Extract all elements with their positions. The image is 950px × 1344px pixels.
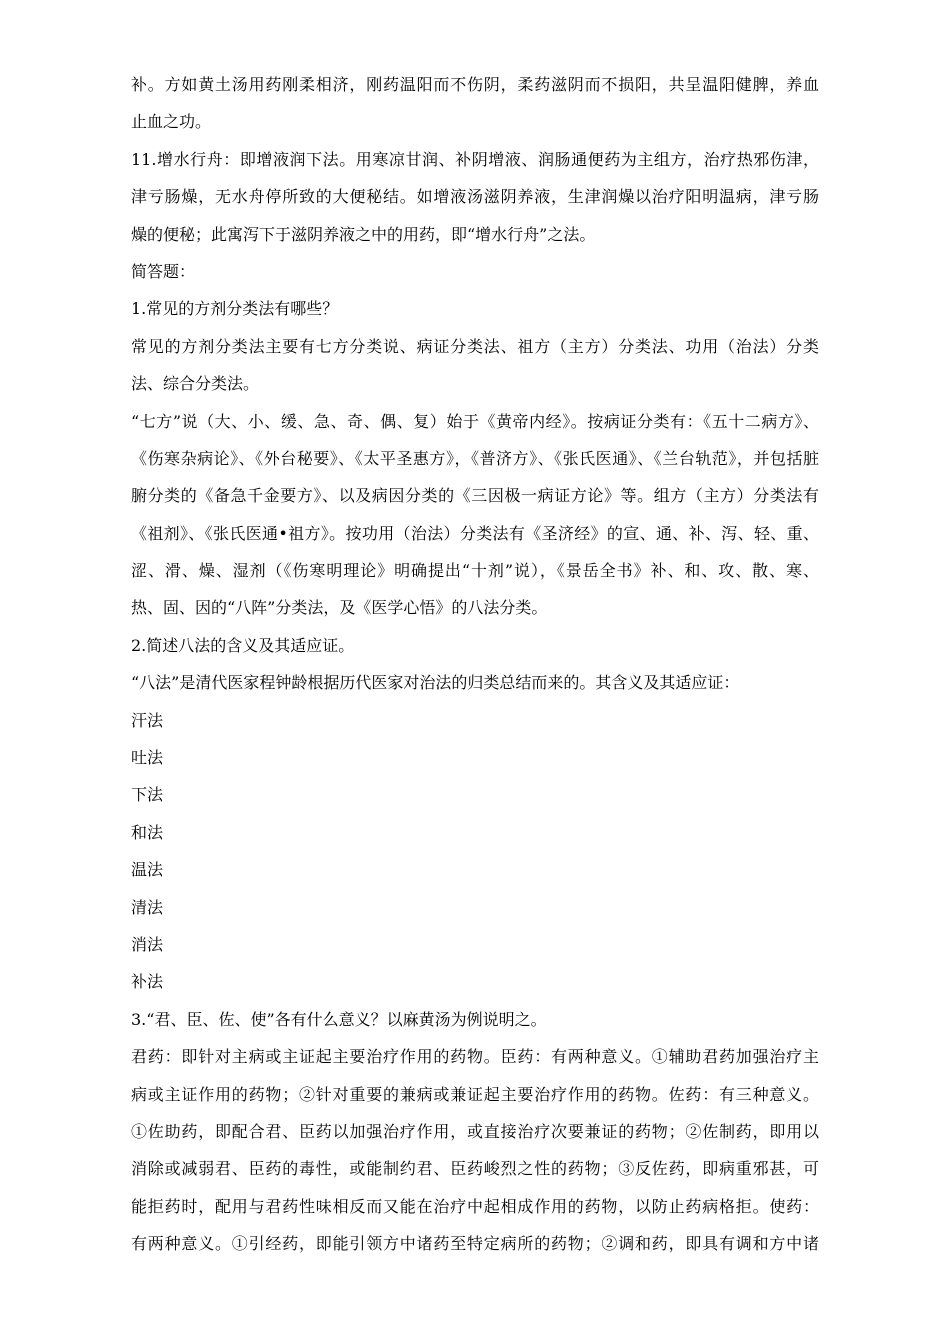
text-line: 消除或减弱君、臣药的毒性，或能制约君、臣药峻烈之性的药物；③反佐药，即病重邪甚，可 xyxy=(131,1159,819,1179)
question-3 xyxy=(131,1001,819,1038)
answer-1-detail xyxy=(131,403,819,627)
text-line: 能拒药时，配用与君药性味相反而又能在治疗中起相成作用的药物，以防止药病格拒。使药： xyxy=(131,1196,819,1216)
question-1 xyxy=(131,290,819,327)
text-line: 补。方如黄土汤用药刚柔相济，刚药温阳而不伤阴，柔药滋阴而不损阳，共呈温阳健脾，养血 xyxy=(131,75,819,94)
answer-3 xyxy=(131,1038,819,1262)
text-line: 2.简述八法的含义及其适应证。 xyxy=(131,635,355,655)
text-line: 常见的方剂分类法主要有七方分类说、病证分类法、祖方（主方）分类法、功用（治法）分类 xyxy=(131,336,819,356)
text-line: 简答题： xyxy=(131,261,196,281)
method-harmonizing xyxy=(131,814,819,851)
method-clearing xyxy=(131,889,819,926)
text-line: 3.“君、臣、佐、使”各有什么意义？以麻黄汤为例说明之。 xyxy=(131,1009,547,1029)
method-purging xyxy=(131,776,819,813)
text-line: 汗法 xyxy=(131,710,164,730)
text-line: 涩、滑、燥、湿剂（《伤寒明理论》明确提出“十剂”说），《景岳全书》补、和、攻、散、寒、 xyxy=(131,561,819,581)
section-heading-short-answer xyxy=(131,253,819,290)
paragraph-zeng-shui-xing-zhou xyxy=(131,141,819,253)
text-line: “七方”说（大、小、缓、急、奇、偶、复）始于《黄帝内经》。按病证分类有：《五十二病方》、 xyxy=(131,411,819,431)
text-line: 下法 xyxy=(131,785,164,805)
method-sweating xyxy=(131,702,819,739)
question-2 xyxy=(131,627,819,664)
text-line: 吐法 xyxy=(131,748,164,768)
text-line: 止血之功。 xyxy=(131,112,212,132)
method-dispersing xyxy=(131,926,819,963)
text-line: 病或主证作用的药物；②针对重要的兼病或兼证起主要治疗作用的药物。佐药：有三种意义。 xyxy=(131,1084,819,1104)
text-line: 和法 xyxy=(131,822,164,842)
text-line: “八法”是清代医家程钟龄根据历代医家对治法的归类总结而来的。其含义及其适应证： xyxy=(131,673,740,693)
text-line: 清法 xyxy=(131,897,164,917)
answer-1-summary xyxy=(131,328,819,403)
paragraph-huangtu-tang xyxy=(131,66,819,141)
text-line: 燥的便秘；此寓泻下于滋阴养液之中的用药，即“增水行舟”之法。 xyxy=(131,224,596,244)
text-line: 补法 xyxy=(131,972,164,992)
text-line: 法、综合分类法。 xyxy=(131,374,260,394)
answer-2-intro xyxy=(131,664,819,701)
document-page xyxy=(131,66,819,1263)
text-line: 《伤寒杂病论》、《外台秘要》、《太平圣惠方》，《普济方》、《张氏医通》、《兰台轨范》，并包括脏 xyxy=(131,448,819,468)
text-line: 1.常见的方剂分类法有哪些？ xyxy=(131,299,339,319)
text-line: 腑分类的《备急千金要方》、以及病因分类的《三因极一病证方论》等。组方（主方）分类法有 xyxy=(131,486,819,506)
text-line: 11.增水行舟：即增液润下法。用寒凉甘润、补阴增液、润肠通便药为主组方，治疗热邪伤津， xyxy=(131,149,819,169)
text-line: 津亏肠燥，无水舟停所致的大便秘结。如增液汤滋阴养液，生津润燥以治疗阳明温病，津亏肠 xyxy=(131,187,819,207)
text-line: 《祖剂》、《张氏医通•祖方》。按功用（治法）分类法有《圣济经》的宣、通、补、泻、轻、重、 xyxy=(131,523,819,543)
text-line: ①佐助药，即配合君、臣药以加强治疗作用，或直接治疗次要兼证的药物；②佐制药，即用以 xyxy=(131,1121,819,1141)
text-line: 有两种意义。①引经药，即能引领方中诸药至特定病所的药物；②调和药，即具有调和方中诸 xyxy=(131,1234,819,1254)
text-line: 温法 xyxy=(131,860,164,880)
text-line: 热、固、因的“八阵”分类法，及《医学心悟》的八法分类。 xyxy=(131,598,548,618)
method-tonifying xyxy=(131,963,819,1000)
method-warming xyxy=(131,851,819,888)
text-line: 消法 xyxy=(131,934,164,954)
method-vomiting xyxy=(131,739,819,776)
text-line: 君药：即针对主病或主证起主要治疗作用的药物。臣药：有两种意义。①辅助君药加强治疗主 xyxy=(131,1047,819,1067)
